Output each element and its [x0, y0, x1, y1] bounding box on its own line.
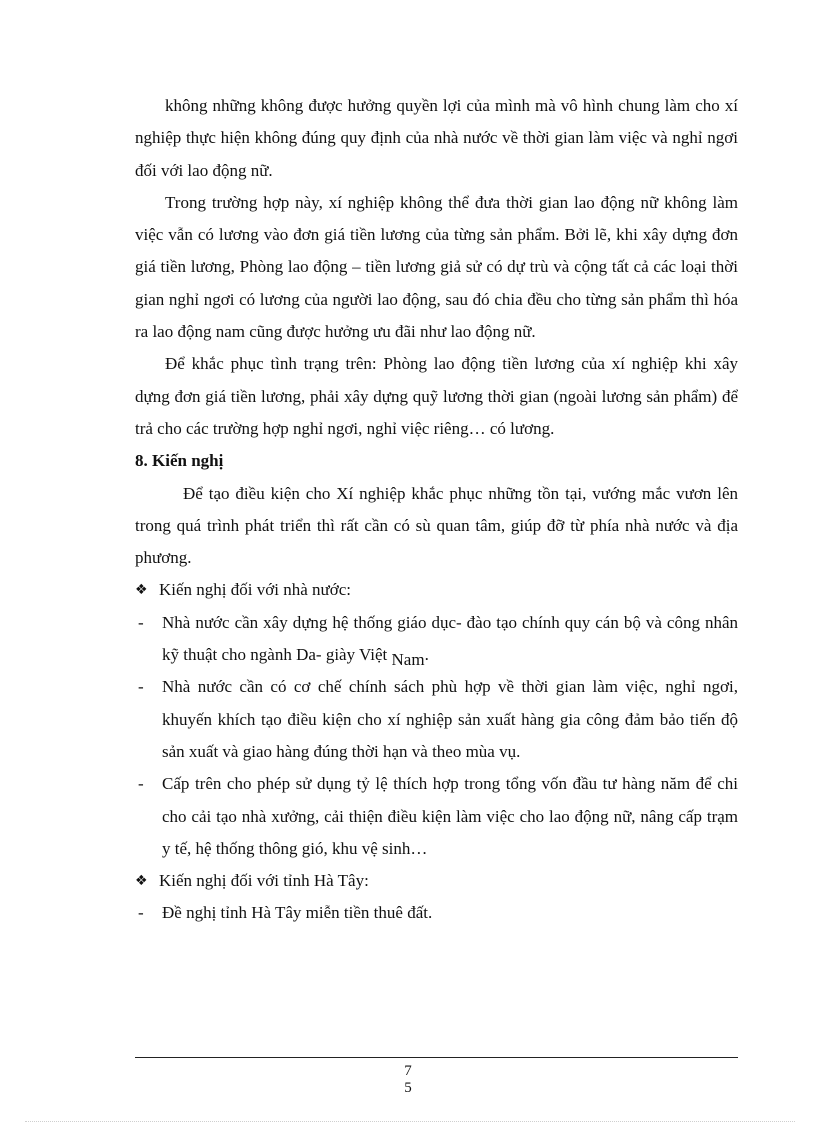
- paragraph-1: không những không được hưởng quyền lợi của mình mà vô hình chung làm cho xí nghiệp thực hiện không đúng quy định của nhà nước về thời gian làm việc và nghỉ ngơi đối với lao động nữ.: [135, 96, 738, 180]
- document-body: [135, 90, 738, 930]
- list-item-end: .: [424, 645, 429, 665]
- bullet-heading-label: Kiến nghị đối với nhà nước:: [159, 580, 351, 600]
- section-heading: 8. Kiến nghị: [135, 451, 224, 471]
- list-item-text: Nhà nước cần có cơ chế chính sách phù hợp về thời gian làm việc, nghỉ ngơi, khuyến khích tạo điều kiện cho xí nghiệp sản xuất hàng gia công đảm bảo tiến độ sản xuất và giao hàng đúng thời hạn và theo mùa vụ.: [162, 677, 738, 761]
- list-item: [135, 607, 738, 672]
- bullet-heading-state: [135, 574, 738, 606]
- dash-marker: -: [138, 677, 144, 697]
- list-item-text: Cấp trên cho phép sử dụng tỷ lệ thích hợp trong tổng vốn đầu tư hàng năm để chi cho cải tạo nhà xưởng, cải thiện điều kiện làm việc cho lao động nữ, nâng cấp trạm y tế, hệ thống thông gió, khu vệ sinh…: [162, 774, 738, 858]
- bullet-heading-label: Kiến nghị đối với tỉnh Hà Tây:: [159, 871, 369, 891]
- list-item: [135, 671, 738, 768]
- list-item-subscript: Nam: [391, 650, 425, 670]
- dash-marker: -: [138, 612, 144, 632]
- page-number-line-1: 7: [404, 1063, 412, 1079]
- page-number: [0, 1063, 816, 1097]
- page-number-line-2: 5: [404, 1080, 412, 1096]
- paragraph-3: Để khắc phục tình trạng trên: Phòng lao động tiền lương của xí nghiệp khi xây dựng đơn giá tiền lương, phải xây dựng quỹ lương thời gian (ngoài lương sản phẩm) để trả cho các trường hợp nghỉ ngơi, nghỉ việc riêng… có lương.: [135, 354, 738, 438]
- list-item-text: Đề nghị tỉnh Hà Tây miễn tiền thuê đất.: [162, 903, 433, 923]
- section-intro: Để tạo điều kiện cho Xí nghiệp khắc phục những tồn tại, vướng mắc vươn lên trong quá trình phát triển thì rất cần có sù quan tâm, giúp đỡ từ phía nhà nước và địa phương.: [135, 483, 738, 568]
- dash-marker: -: [138, 903, 144, 923]
- paragraph-2: Trong trường hợp này, xí nghiệp không thể đưa thời gian lao động nữ không làm việc vẫn có lương vào đơn giá tiền lương của từng sản phẩm. Bởi lẽ, khi xây dựng đơn giá tiền lương, Phòng lao động – tiền lương giả sử có dự trù và cộng tất cả các loại thời gian nghỉ ngơi có lương của người lao động, sau đó chia đều cho từng sản phẩm thì hóa ra lao động nam cũng được hưởng ưu đãi như lao động nữ.: [135, 192, 738, 342]
- dash-marker: -: [138, 774, 144, 794]
- diamond-bullet-icon: ❖: [135, 873, 148, 890]
- page-bottom-dotted-rule: [25, 1121, 795, 1122]
- list-item-text: Nhà nước cần xây dựng hệ thống giáo dục- đào tạo chính quy cán bộ và công nhân kỹ thuật cho ngành Da- giày Việt: [162, 612, 738, 665]
- bullet-heading-province: [135, 865, 738, 897]
- list-item: [135, 897, 738, 929]
- diamond-bullet-icon: ❖: [135, 582, 148, 599]
- list-item: [135, 768, 738, 865]
- footer-divider: [135, 1057, 738, 1058]
